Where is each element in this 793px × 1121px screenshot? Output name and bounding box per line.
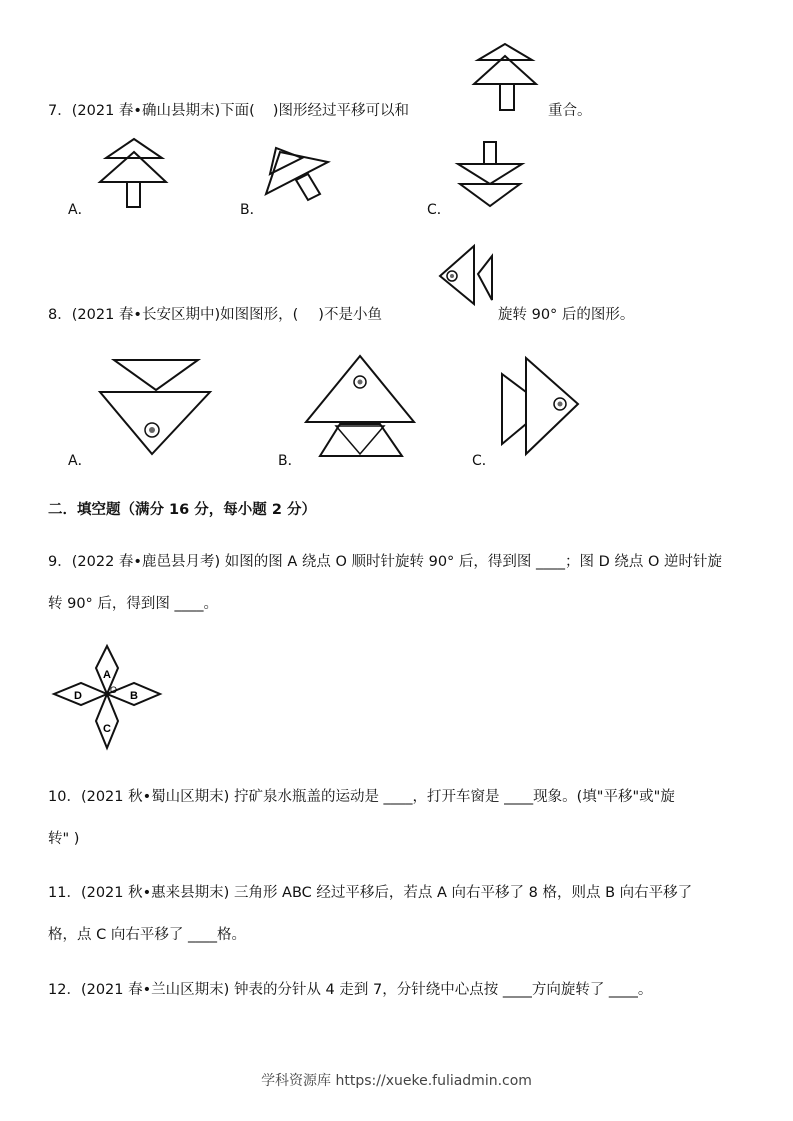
q10-number: 10．	[48, 789, 81, 805]
q7-option-a-label[interactable]: A．	[68, 202, 92, 218]
q9-label-d: D	[74, 690, 82, 702]
q12-text-1: (2021 春•兰山区期末) 钟表的分针从 4 走到 7，分针绕中心点按 ____方向旋转了 ____。	[80, 982, 653, 998]
q10-line-1	[48, 787, 675, 807]
q7-option-c-figure	[456, 140, 528, 210]
q10-line-2: 转" )	[48, 831, 80, 847]
q7-text-3: 重合。	[548, 103, 592, 119]
q7-text-2: )图形经过平移可以和	[272, 103, 409, 119]
q8-source: (2021 春•长安区期中)	[71, 307, 221, 323]
q8-option-b-label[interactable]: B．	[278, 453, 302, 469]
q9-label-c: C	[103, 723, 111, 735]
q7-text-1: 下面(	[220, 103, 255, 119]
page-footer: 学科资源库 https://xueke.fuliadmin.com	[261, 1073, 532, 1089]
q9-label-a: A	[103, 669, 111, 681]
q11-line-2: 格，点 C 向右平移了 ____格。	[48, 927, 246, 943]
q7-option-c-label[interactable]: C．	[427, 202, 451, 218]
q7-source: (2021 春•确山县期末)	[71, 103, 221, 119]
q11-number: 11．	[48, 885, 81, 901]
q7-line	[48, 101, 409, 121]
q11-line-1	[48, 883, 692, 903]
q12-number: 12．	[48, 982, 81, 998]
q8-option-a-label[interactable]: A．	[68, 453, 92, 469]
q7-number: 7．	[48, 103, 72, 119]
q8-text-3: 旋转 90° 后的图形。	[498, 307, 635, 323]
q11-text-1: (2021 秋•惠来县期末) 三角形 ABC 经过平移后，若点 A 向右平移了 8 格，则点 B 向右平移了	[80, 885, 693, 901]
q8-number: 8．	[48, 307, 72, 323]
q9-rotation-figure	[50, 644, 162, 754]
q9-label-o: O	[110, 685, 118, 695]
q7-option-b-figure	[262, 142, 342, 212]
q8-reference-fish-figure	[438, 244, 498, 306]
q9-number: 9．	[48, 554, 72, 570]
q9-text-1: (2022 春•鹿邑县月考) 如图的图 A 绕点 O 顺时针旋转 90° 后，得到图 ____；图 D 绕点 O 逆时针旋	[71, 554, 723, 570]
q8-option-c-figure	[498, 354, 584, 458]
q9-line-2: 转 90° 后，得到图 ____。	[48, 596, 219, 612]
q8-option-a-figure	[96, 358, 216, 458]
q8-text-1: 如图图形，(	[220, 307, 299, 323]
q9-line-1	[48, 552, 722, 572]
q12-line-1	[48, 980, 652, 1000]
q7-option-a-figure	[96, 136, 176, 210]
q9-label-b: B	[130, 690, 138, 702]
q8-text-2: )不是小鱼	[318, 307, 382, 323]
q8-line	[48, 305, 382, 325]
section-2-title: 二．填空题（满分 16 分，每小题 2 分）	[48, 502, 316, 518]
q7-option-b-label[interactable]: B．	[240, 202, 264, 218]
q8-option-c-label[interactable]: C．	[472, 453, 496, 469]
q10-text-1: (2021 秋•蜀山区期末) 拧矿泉水瓶盖的运动是 ____，打开车窗是 ____现象。(填"平移"或"旋	[80, 789, 675, 805]
q7-reference-tree-figure	[470, 42, 550, 114]
q8-option-b-figure	[304, 354, 416, 460]
